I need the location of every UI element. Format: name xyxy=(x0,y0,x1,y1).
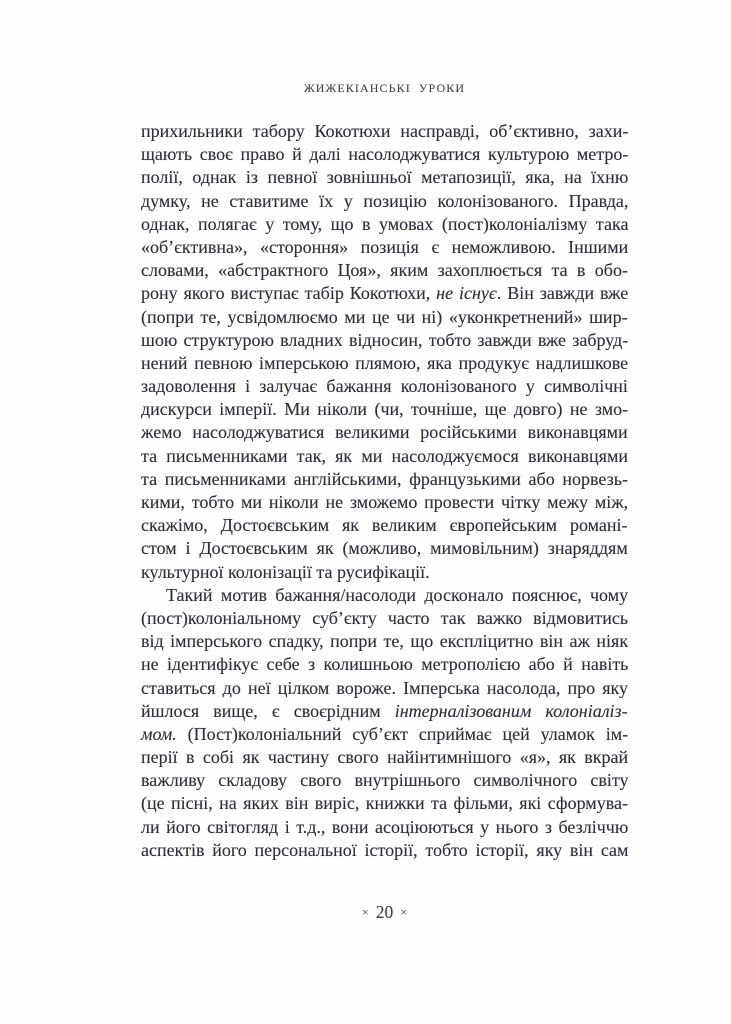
text-line xyxy=(141,421,628,444)
text-run: аспектів його персональної історії, тобто історії, яку він сам xyxy=(141,839,629,860)
italic-text-run: мом. xyxy=(141,723,177,744)
text-line xyxy=(141,143,628,166)
italic-text-run: не існує xyxy=(436,283,497,304)
text-run: жемо насолоджуватися великими російськими виконавцями xyxy=(141,422,628,443)
text-run: (попри те, усвідомлюємо ми це чи ні) «уконкретнений» шир- xyxy=(141,306,628,327)
text-line xyxy=(141,213,628,236)
page-number-ornament-right: × xyxy=(400,905,408,919)
text-line xyxy=(141,491,628,514)
text-line xyxy=(141,584,628,607)
text-run: словами, «абстрактного Цоя», яким захоплюється та в обо- xyxy=(141,260,628,281)
running-head: ЖИЖЕКІАНСЬКІ УРОКИ xyxy=(303,81,466,95)
page-number xyxy=(141,902,628,923)
text-run: важливу складову свого внутрішнього символічного світу xyxy=(141,770,629,791)
text-line xyxy=(141,723,628,746)
text-line xyxy=(141,190,628,213)
text-run: скажімо, Достоєвським як великим європейським романі- xyxy=(141,515,628,536)
text-line xyxy=(141,375,628,398)
text-run: думку, не ставитиме їх у позицію колонізованого. Правда, xyxy=(141,190,629,211)
text-line xyxy=(141,259,628,282)
page-number-ornament-left: × xyxy=(361,905,369,919)
text-run: кими, тобто ми ніколи не зможемо провести чітку межу між, xyxy=(141,492,629,512)
text-run: ли його світогляд і т.д., вони асоціюються у нього з безліччю xyxy=(141,816,629,837)
text-line xyxy=(141,561,628,584)
text-line xyxy=(141,352,628,375)
text-run: . Він завжди вже xyxy=(496,283,629,304)
text-line xyxy=(141,236,628,259)
text-run: однак, полягає у тому, що в умовах (пост)колоніалізму така xyxy=(141,213,629,234)
text-line xyxy=(141,769,628,792)
text-line xyxy=(141,306,628,329)
text-run: та письменниками англійськими, французькими або норвезь- xyxy=(141,468,628,489)
text-run: шою структурою владних відносин, тобто завжди вже забруд- xyxy=(141,329,629,350)
page-number-value: 20 xyxy=(375,902,394,922)
text-line xyxy=(141,816,628,839)
text-run: (пост)колоніальному суб’єкту часто так важко відмовитись xyxy=(141,607,629,628)
text-line xyxy=(141,514,628,537)
text-run: від імперського спадку, попри те, що експліцитно він аж ніяк xyxy=(141,631,629,652)
text-line xyxy=(141,398,628,421)
text-line xyxy=(141,282,628,305)
text-run: прихильники табору Кокотюхи насправді, об’єктивно, захи- xyxy=(141,121,629,141)
text-line xyxy=(141,792,628,815)
text-run: культурної колонізації та русифікації. xyxy=(141,561,430,582)
text-run: стом і Достоєвським як (можливо, мимовільним) знаряддям xyxy=(141,538,628,559)
text-line xyxy=(141,630,628,653)
text-run: дискурси імперії. Ми ніколи (чи, точніше, ще довго) не змо- xyxy=(141,399,629,420)
text-block xyxy=(141,120,628,862)
text-line xyxy=(141,839,628,862)
text-line xyxy=(141,700,628,723)
text-line xyxy=(141,677,628,700)
text-run: нений певною імперською плямою, яка продукує надлишкове xyxy=(141,352,629,373)
text-run: (Пост)колоніальний суб’єкт сприймає цей уламок ім- xyxy=(176,723,629,744)
text-run: Такий мотив бажання/насолоди досконало пояснює, чому xyxy=(166,584,629,605)
text-run: «об’єктивна», «стороння» позиція є неможливою. Іншими xyxy=(141,236,629,257)
text-run: рону якого виступає табір Кокотюхи, xyxy=(141,283,437,304)
italic-text-run: інтерналізованим колоніаліз- xyxy=(394,700,628,721)
text-line xyxy=(141,166,628,189)
text-run: та письменниками так, як ми насолоджуємося виконавцями xyxy=(141,445,628,466)
text-run: йшлося вище, є своєрідним xyxy=(141,700,395,721)
paragraph xyxy=(141,120,628,584)
text-run: (це пісні, на яких він виріс, книжки та фільми, які сформува- xyxy=(141,793,628,814)
text-line xyxy=(141,329,628,352)
text-run: полії, однак із певної зовнішньої метапозиції, яка, на їхню xyxy=(141,167,629,188)
text-line xyxy=(141,537,628,560)
text-run: ставиться до неї цілком вороже. Імперська насолода, про яку xyxy=(141,677,629,698)
text-line xyxy=(141,120,628,143)
text-line xyxy=(141,468,628,491)
text-line xyxy=(141,445,628,468)
text-line xyxy=(141,607,628,630)
text-run: щають своє право й далі насолоджуватися культурою метро- xyxy=(141,144,629,165)
text-line xyxy=(141,746,628,769)
text-run: задоволення і залучає бажання колонізованого у символічні xyxy=(141,376,628,397)
text-line xyxy=(141,653,628,676)
text-run: не ідентифікує себе з колишньою метрополією або й навіть xyxy=(141,654,629,675)
paragraph xyxy=(141,584,628,862)
text-run: перії в собі як частину свого найінтимнішого «я», як вкрай xyxy=(141,747,629,768)
